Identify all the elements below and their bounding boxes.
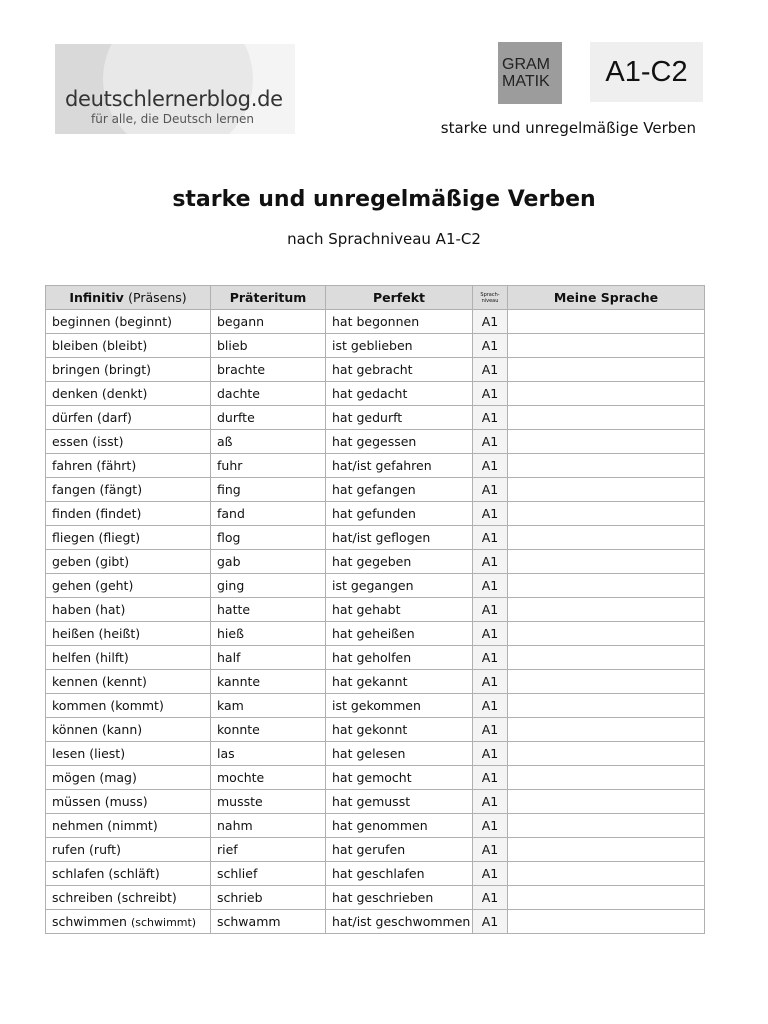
cell-meine-sprache [508, 670, 705, 694]
cell-meine-sprache [508, 550, 705, 574]
cell-meine-sprache [508, 694, 705, 718]
cell-perfekt: hat gemusst [326, 790, 473, 814]
cell-perfekt: hat geholfen [326, 646, 473, 670]
cell-perfekt: hat gefangen [326, 478, 473, 502]
cell-perfekt: hat gemocht [326, 766, 473, 790]
cell-infinitiv: haben (hat) [46, 598, 211, 622]
cell-meine-sprache [508, 886, 705, 910]
cell-infinitiv: nehmen (nimmt) [46, 814, 211, 838]
cell-perfekt: hat/ist geflogen [326, 526, 473, 550]
cell-sprachniveau: A1 [473, 502, 508, 526]
cell-sprachniveau: A1 [473, 526, 508, 550]
header-infinitiv [46, 286, 211, 310]
cell-sprachniveau: A1 [473, 550, 508, 574]
cell-sprachniveau: A1 [473, 430, 508, 454]
cell-meine-sprache [508, 814, 705, 838]
cell-praeteritum: nahm [211, 814, 326, 838]
cell-sprachniveau: A1 [473, 598, 508, 622]
table-row [46, 478, 705, 502]
cell-perfekt: hat gegessen [326, 430, 473, 454]
level-range-badge: A1-C2 [590, 42, 703, 102]
header-praeteritum: Präteritum [211, 286, 326, 310]
cell-meine-sprache [508, 526, 705, 550]
cell-infinitiv: finden (findet) [46, 502, 211, 526]
table-row [46, 694, 705, 718]
cell-perfekt: hat/ist geschwommen [326, 910, 473, 934]
table-row [46, 814, 705, 838]
logo-tagline: für alle, die Deutsch lernen [91, 112, 254, 126]
header-meine-sprache: Meine Sprache [508, 286, 705, 310]
cell-perfekt: hat genommen [326, 814, 473, 838]
site-logo [55, 44, 295, 134]
cell-infinitiv: fahren (fährt) [46, 454, 211, 478]
cell-sprachniveau: A1 [473, 910, 508, 934]
cell-praeteritum: kam [211, 694, 326, 718]
cell-praeteritum: fand [211, 502, 326, 526]
cell-praeteritum: kannte [211, 670, 326, 694]
cell-sprachniveau: A1 [473, 790, 508, 814]
cell-sprachniveau: A1 [473, 694, 508, 718]
cell-meine-sprache [508, 502, 705, 526]
table-row [46, 502, 705, 526]
grammatik-badge [498, 42, 562, 104]
cell-infinitiv: denken (denkt) [46, 382, 211, 406]
table-row [46, 598, 705, 622]
cell-perfekt: hat gedacht [326, 382, 473, 406]
cell-infinitiv: fliegen (fliegt) [46, 526, 211, 550]
cell-perfekt: hat gedurft [326, 406, 473, 430]
cell-sprachniveau: A1 [473, 670, 508, 694]
cell-sprachniveau: A1 [473, 622, 508, 646]
cell-praeteritum: las [211, 742, 326, 766]
cell-infinitiv: müssen (muss) [46, 790, 211, 814]
cell-infinitiv: essen (isst) [46, 430, 211, 454]
cell-sprachniveau: A1 [473, 718, 508, 742]
table-row [46, 766, 705, 790]
cell-perfekt: hat geschlafen [326, 862, 473, 886]
cell-infinitiv: beginnen (beginnt) [46, 310, 211, 334]
cell-infinitiv: fangen (fängt) [46, 478, 211, 502]
cell-sprachniveau: A1 [473, 886, 508, 910]
cell-perfekt: hat gekonnt [326, 718, 473, 742]
verb-table-body [46, 310, 705, 934]
table-row [46, 550, 705, 574]
cell-perfekt: hat gebracht [326, 358, 473, 382]
cell-sprachniveau: A1 [473, 406, 508, 430]
cell-sprachniveau: A1 [473, 862, 508, 886]
table-row [46, 838, 705, 862]
table-row [46, 622, 705, 646]
table-header-row [46, 286, 705, 310]
cell-meine-sprache [508, 766, 705, 790]
cell-meine-sprache [508, 742, 705, 766]
cell-praeteritum: konnte [211, 718, 326, 742]
cell-sprachniveau: A1 [473, 334, 508, 358]
cell-meine-sprache [508, 310, 705, 334]
cell-infinitiv: helfen (hilft) [46, 646, 211, 670]
cell-meine-sprache [508, 574, 705, 598]
table-row [46, 310, 705, 334]
table-row [46, 406, 705, 430]
cell-sprachniveau: A1 [473, 646, 508, 670]
table-row [46, 790, 705, 814]
cell-meine-sprache [508, 358, 705, 382]
table-row [46, 454, 705, 478]
cell-sprachniveau: A1 [473, 838, 508, 862]
cell-infinitiv: mögen (mag) [46, 766, 211, 790]
cell-infinitiv: schreiben (schreibt) [46, 886, 211, 910]
cell-infinitiv [46, 910, 211, 934]
cell-infinitiv: bleiben (bleibt) [46, 334, 211, 358]
header-infinitiv-label: Infinitiv [69, 290, 124, 305]
cell-infinitiv: heißen (heißt) [46, 622, 211, 646]
logo-text: deutschlernerblog.de [65, 87, 283, 111]
document-subtitle: nach Sprachniveau A1-C2 [287, 230, 481, 248]
table-row [46, 382, 705, 406]
header-subtitle: starke und unregelmäßige Verben [440, 119, 696, 137]
cell-perfekt: ist gegangen [326, 574, 473, 598]
cell-praeteritum: durfte [211, 406, 326, 430]
table-row [46, 670, 705, 694]
cell-infinitiv: rufen (ruft) [46, 838, 211, 862]
cell-praeteritum: schlief [211, 862, 326, 886]
cell-meine-sprache [508, 862, 705, 886]
cell-praeteritum: gab [211, 550, 326, 574]
cell-praeteritum: begann [211, 310, 326, 334]
cell-praeteritum: hatte [211, 598, 326, 622]
table-row [46, 358, 705, 382]
cell-praeteritum: musste [211, 790, 326, 814]
table-row [46, 910, 705, 934]
cell-infinitiv: können (kann) [46, 718, 211, 742]
cell-praeteritum: blieb [211, 334, 326, 358]
cell-perfekt: hat begonnen [326, 310, 473, 334]
cell-infinitiv: lesen (liest) [46, 742, 211, 766]
cell-sprachniveau: A1 [473, 310, 508, 334]
cell-praeteritum: dachte [211, 382, 326, 406]
cell-praeteritum: flog [211, 526, 326, 550]
table-row [46, 574, 705, 598]
cell-infinitiv: kennen (kennt) [46, 670, 211, 694]
cell-sprachniveau: A1 [473, 574, 508, 598]
cell-perfekt: hat gelesen [326, 742, 473, 766]
cell-meine-sprache [508, 598, 705, 622]
table-row [46, 526, 705, 550]
cell-sprachniveau: A1 [473, 382, 508, 406]
cell-infinitiv: schlafen (schläft) [46, 862, 211, 886]
cell-meine-sprache [508, 622, 705, 646]
verb-table [45, 285, 705, 934]
cell-praeteritum: fuhr [211, 454, 326, 478]
cell-meine-sprache [508, 334, 705, 358]
table-row [46, 646, 705, 670]
cell-perfekt: hat gefunden [326, 502, 473, 526]
cell-meine-sprache [508, 478, 705, 502]
grammatik-badge-line2: MATIK [502, 73, 550, 90]
cell-infinitiv: gehen (geht) [46, 574, 211, 598]
cell-perfekt: hat gegeben [326, 550, 473, 574]
table-row [46, 430, 705, 454]
cell-infinitiv: bringen (bringt) [46, 358, 211, 382]
cell-perfekt: hat geheißen [326, 622, 473, 646]
table-row [46, 886, 705, 910]
cell-infinitiv-praesens: (schwimmt) [130, 916, 197, 929]
cell-perfekt: ist gekommen [326, 694, 473, 718]
cell-sprachniveau: A1 [473, 766, 508, 790]
table-row [46, 742, 705, 766]
cell-sprachniveau: A1 [473, 814, 508, 838]
cell-praeteritum: schrieb [211, 886, 326, 910]
cell-meine-sprache [508, 646, 705, 670]
cell-perfekt: hat/ist gefahren [326, 454, 473, 478]
cell-praeteritum: rief [211, 838, 326, 862]
header-sprachniveau: Sprach-niveau [473, 286, 508, 310]
cell-meine-sprache [508, 790, 705, 814]
cell-perfekt: hat geschrieben [326, 886, 473, 910]
cell-infinitiv-main: schwimmen [52, 914, 127, 929]
grammatik-badge-line1: GRAM [502, 56, 550, 73]
cell-infinitiv: geben (gibt) [46, 550, 211, 574]
cell-meine-sprache [508, 430, 705, 454]
cell-infinitiv: dürfen (darf) [46, 406, 211, 430]
header-perfekt: Perfekt [326, 286, 473, 310]
document-title: starke und unregelmäßige Verben [172, 187, 596, 212]
cell-praeteritum: half [211, 646, 326, 670]
cell-perfekt: hat gehabt [326, 598, 473, 622]
cell-praeteritum: ging [211, 574, 326, 598]
cell-meine-sprache [508, 382, 705, 406]
cell-sprachniveau: A1 [473, 742, 508, 766]
cell-praeteritum: aß [211, 430, 326, 454]
cell-sprachniveau: A1 [473, 358, 508, 382]
cell-praeteritum: fing [211, 478, 326, 502]
cell-praeteritum: brachte [211, 358, 326, 382]
table-row [46, 862, 705, 886]
cell-meine-sprache [508, 454, 705, 478]
header-infinitiv-note: (Präsens) [128, 290, 187, 305]
table-row [46, 718, 705, 742]
cell-perfekt: hat gekannt [326, 670, 473, 694]
cell-meine-sprache [508, 718, 705, 742]
table-row [46, 334, 705, 358]
cell-meine-sprache [508, 910, 705, 934]
cell-praeteritum: hieß [211, 622, 326, 646]
cell-perfekt: hat gerufen [326, 838, 473, 862]
cell-perfekt: ist geblieben [326, 334, 473, 358]
cell-infinitiv: kommen (kommt) [46, 694, 211, 718]
cell-praeteritum: mochte [211, 766, 326, 790]
cell-sprachniveau: A1 [473, 454, 508, 478]
cell-sprachniveau: A1 [473, 478, 508, 502]
cell-meine-sprache [508, 838, 705, 862]
cell-meine-sprache [508, 406, 705, 430]
cell-praeteritum: schwamm [211, 910, 326, 934]
